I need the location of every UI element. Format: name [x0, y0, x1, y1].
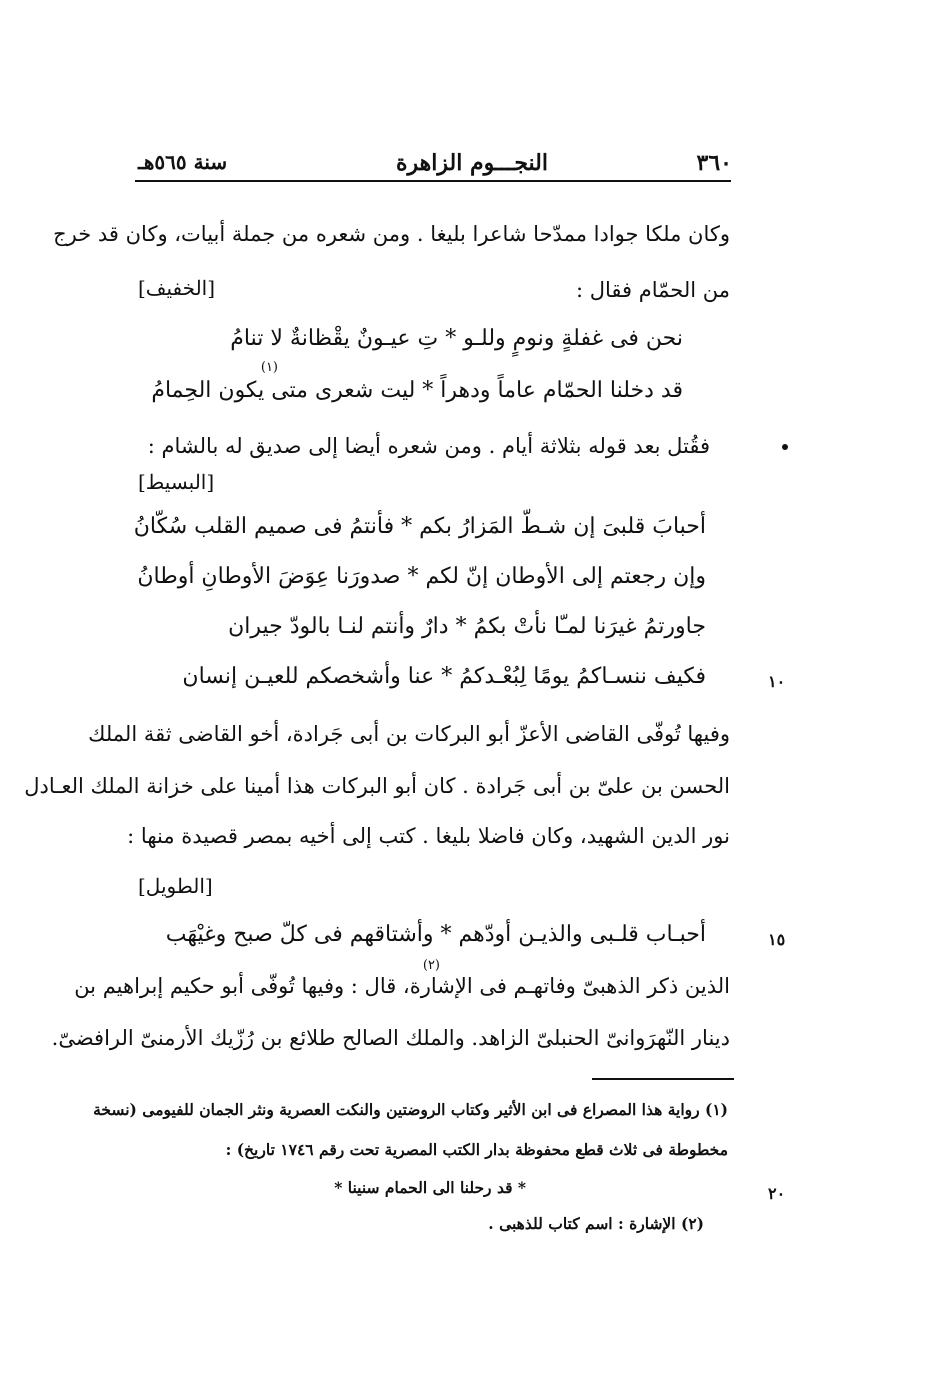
footnote-line: (٢) الإشارة : اسم كتاب للذهبى .	[488, 1214, 704, 1233]
line-number: ٢٠	[768, 1184, 786, 1203]
margin-dot	[782, 444, 788, 450]
footnote-rule	[592, 1078, 734, 1080]
year-header: سنة ٥٦٥هـ	[138, 150, 228, 174]
page-number: ٣٦٠	[696, 150, 732, 176]
line-number: ١٠	[768, 672, 786, 691]
verse-line: جاورتمُ غيرَنا لمـّا نأتْ بكمُ * دارٌ وأنتم لنـا بالودّ جيران	[228, 614, 706, 639]
meter-label: [البسيط]	[138, 470, 215, 494]
body-line: فقُتل بعد قوله بثلاثة أيام . ومن شعره أيضا إلى صديق له بالشام :	[147, 434, 710, 458]
body-line: الذين ذكر الذهبىّ وفاتهـم فى الإشارة، قال : وفيها تُوفّى أبو حكيم إبراهيم بن	[74, 974, 730, 998]
verse-line: وإن رجعتم إلى الأوطان إنّ لكم * صدورَنا عِوَضَ الأوطانِ أوطانُ	[137, 564, 706, 589]
body-line: نور الدين الشهيد، وكان فاضلا بليغا . كتب إلى أخيه بمصر قصيدة منها :	[127, 824, 730, 848]
body-line: الحسن بن علىّ بن أبى جَرادة . كان أبو البركات هذا أمينا على خزانة الملك العـادل	[24, 774, 730, 798]
meter-label: [الطويل]	[138, 874, 213, 898]
footnote-line: * قد رحلنا الى الحمام سنينا *	[334, 1178, 526, 1197]
body-line: دينار النّهرَوانىّ الحنبلىّ الزاهد. والملك الصالح طلائع بن رُزّيك الأرمنىّ الرافضىّ.	[51, 1026, 730, 1050]
verse-line: أحبابَ قلبىَ إن شـطّ المَزارُ بكم * فأنتمُ فى صميم القلب سُكّانُ	[133, 514, 706, 539]
body-line: من الحمّام فقال :	[576, 278, 730, 302]
header-rule	[135, 180, 731, 182]
running-title: النجـــوم الزاهرة	[396, 150, 548, 176]
body-line: وكان ملكا جوادا ممدّحا شاعرا بليغا . ومن شعره من جملة أبيات، وكان قد خرج	[53, 222, 730, 246]
note-ref: (١)	[260, 360, 278, 375]
verse-line: فكيف ننسـاكمُ يومًا لِبُعْـدكمُ * عنا وأشخصكم للعيـن إنسان	[182, 664, 706, 689]
body-line: وفيها تُوفّى القاضى الأعزّ أبو البركات بن أبى جَرادة، أخو القاضى ثقة الملك	[88, 722, 730, 746]
footnote-line: مخطوطة فى ثلاث قطع محفوظة بدار الكتب المصرية تحت رقم ١٧٤٦ تاريخ) :	[225, 1140, 728, 1159]
verse-line: قد دخلنا الحمّام عاماً ودهراً * ليت شعرى متى يكون الحِمامُ	[151, 378, 683, 403]
note-ref: (٢)	[422, 958, 440, 973]
verse-line: أحبـاب قلـبى والذيـن أودّهم * وأشتاقهم فى كلّ صبح وغيْهَب	[165, 922, 706, 947]
verse-line: نحن فى غفلةٍ ونومٍ وللـو * تِ عيـونٌ يقْظانةٌ لا تنامُ	[230, 326, 683, 351]
line-number: ١٥	[768, 930, 786, 949]
footnote-line: (١) رواية هذا المصراع فى ابن الأثير وكتاب الروضتين والنكت العصرية ونثر الجمان للفيومى (نسخة	[93, 1100, 728, 1119]
meter-label: [الخفيف]	[138, 276, 216, 300]
